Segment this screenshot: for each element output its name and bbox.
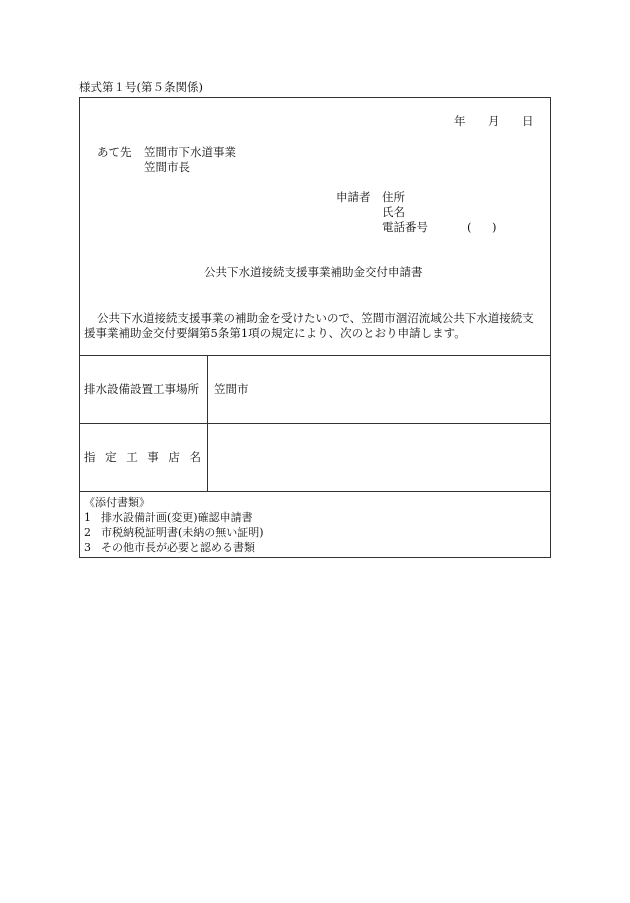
attachment-num-2: 2 bbox=[84, 526, 91, 539]
body-line-1: 公共下水道接続支援事業の補助金を受けたいので、笠間市涸沼流域公共下水道接続支 bbox=[97, 311, 534, 325]
applicant-label: 申請者 bbox=[336, 190, 371, 204]
date-month: 月 bbox=[488, 114, 500, 128]
addressee-label: あて先 bbox=[97, 145, 132, 159]
date-year: 年 bbox=[454, 114, 466, 128]
row-label-contractor-char: 事 bbox=[147, 450, 159, 464]
applicant-phone-label: 電話番号 bbox=[382, 220, 428, 234]
date-day: 日 bbox=[522, 114, 534, 128]
divider-label-column bbox=[207, 355, 208, 491]
attachment-text-3: その他市長が必要と認める書類 bbox=[101, 541, 255, 554]
divider-row1 bbox=[79, 423, 551, 424]
divider-top-section bbox=[79, 355, 551, 356]
row-label-construction-site: 排水設備設置工事場所 bbox=[84, 382, 199, 396]
addressee-line2: 笠間市長 bbox=[144, 160, 190, 174]
phone-paren-open: ( bbox=[467, 220, 472, 234]
divider-row2 bbox=[79, 491, 551, 492]
row-label-contractor-char: 工 bbox=[126, 450, 138, 464]
attachment-num-3: 3 bbox=[84, 541, 91, 554]
row-label-contractor-char: 店 bbox=[168, 450, 180, 464]
row-value-construction-site: 笠間市 bbox=[214, 382, 249, 396]
body-line-2: 援事業補助金交付要綱第5条第1項の規定により、次のとおり申請します。 bbox=[84, 326, 466, 340]
row-label-contractor-char: 名 bbox=[189, 450, 201, 464]
applicant-address-label: 住所 bbox=[382, 190, 405, 204]
applicant-name-label: 氏名 bbox=[382, 205, 405, 219]
row-label-contractor-char: 指 bbox=[84, 450, 96, 464]
attachment-text-1: 排水設備計画(変更)確認申請書 bbox=[101, 511, 253, 524]
form-number: 様式第１号(第５条関係) bbox=[79, 80, 203, 94]
row-label-contractor bbox=[84, 450, 201, 464]
attachment-num-1: 1 bbox=[84, 511, 91, 524]
phone-paren-close: ) bbox=[492, 220, 497, 234]
document-title: 公共下水道接続支援事業補助金交付申請書 bbox=[204, 265, 423, 279]
attachment-text-2: 市税納税証明書(未納の無い証明) bbox=[101, 526, 264, 539]
addressee-line1: 笠間市下水道事業 bbox=[144, 145, 236, 159]
attachments-header: 《添付書類》 bbox=[84, 496, 150, 509]
row-label-contractor-char: 定 bbox=[105, 450, 117, 464]
